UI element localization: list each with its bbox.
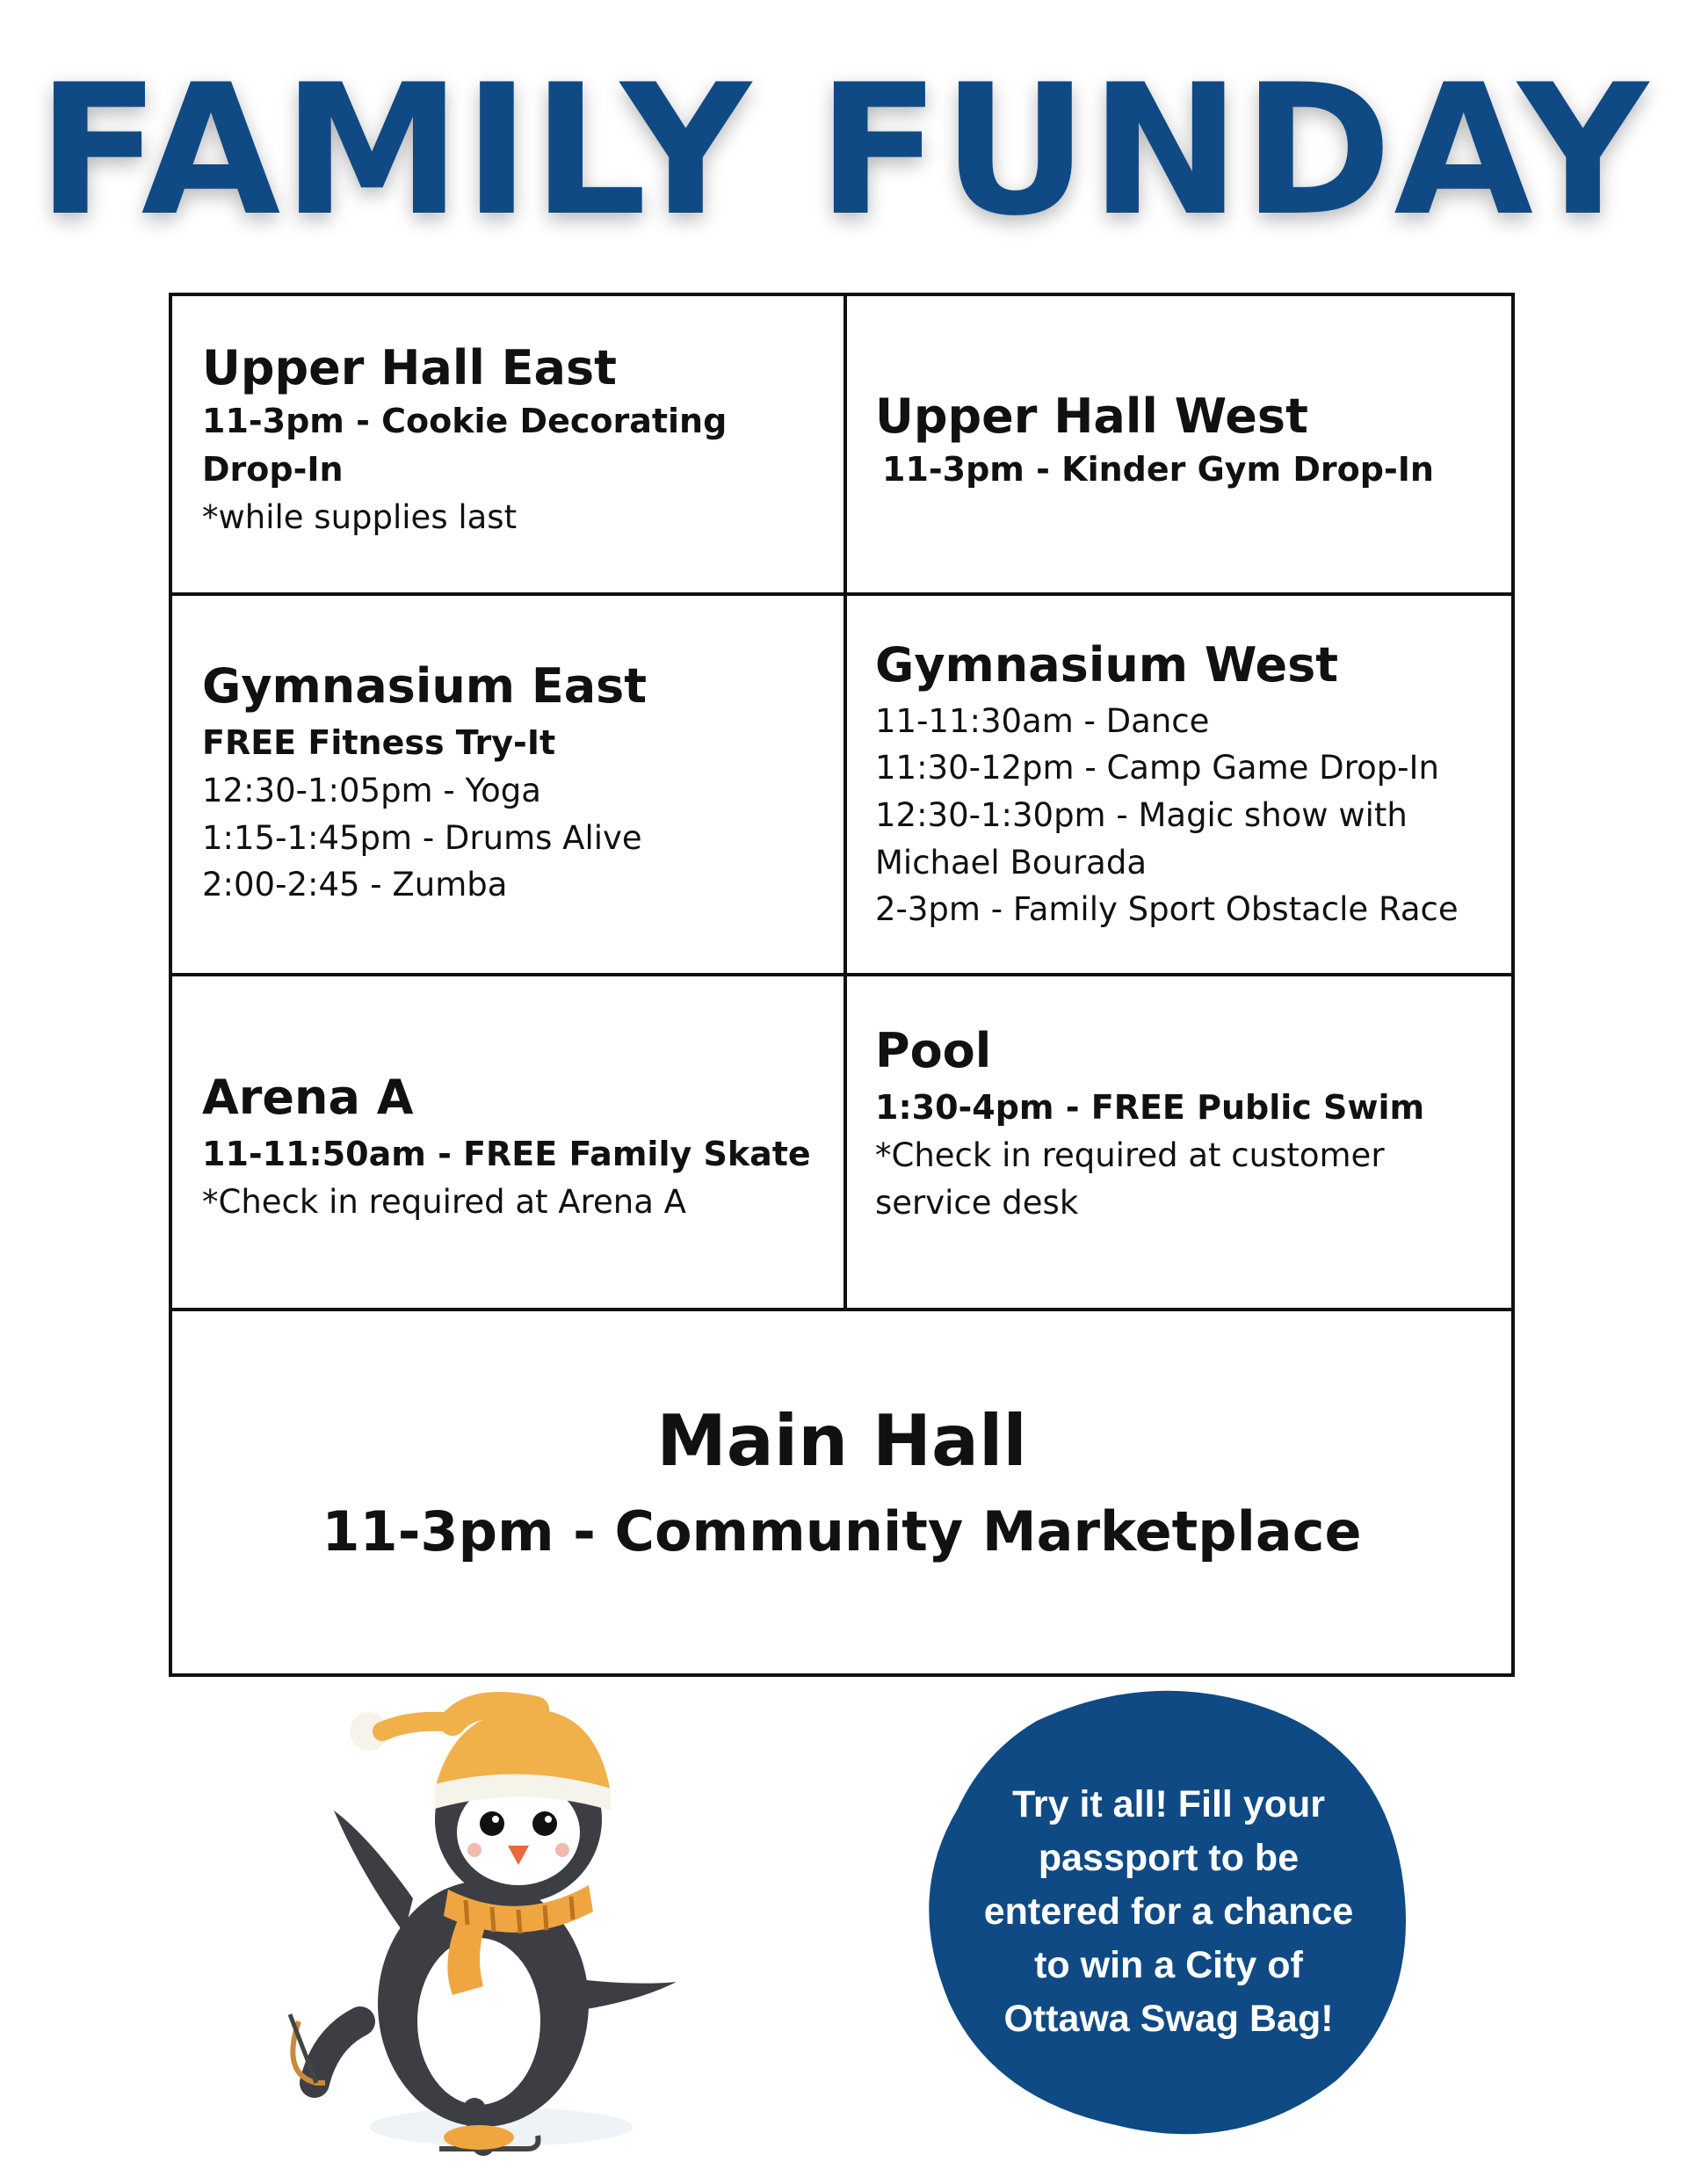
schedule-line: 11:30-12pm - Camp Game Drop-In	[875, 749, 1439, 787]
cell-heading: Main Hall	[656, 1400, 1027, 1482]
cell-subheading: Drop-In	[202, 449, 344, 489]
cell-note: *Check in required at Arena A	[202, 1182, 686, 1221]
callout-line: entered for a chance	[983, 1890, 1354, 1933]
cell-upper-hall-west	[875, 388, 1508, 494]
cell-subheading: 11-3pm - Community Marketplace	[322, 1499, 1362, 1564]
skating-penguin-icon	[264, 1670, 756, 2162]
schedule-line: Michael Bourada	[875, 843, 1147, 882]
cell-heading: Gymnasium West	[875, 637, 1339, 693]
schedule-line: 12:30-1:30pm - Magic show with	[875, 796, 1408, 835]
callout-line: passport to be	[1038, 1837, 1300, 1879]
cell-heading: Gymnasium East	[202, 658, 648, 714]
cell-subheading: FREE Fitness Try-It	[202, 722, 556, 762]
cell-note: *while supplies last	[202, 497, 518, 536]
cell-heading: Pool	[875, 1023, 992, 1078]
grid-divider-row-3	[172, 1308, 1511, 1311]
grid-divider-vertical	[844, 296, 847, 1311]
schedule-line: 1:15-1:45pm - Drums Alive	[202, 818, 642, 857]
cell-subheading: 11-3pm - Cookie Decorating	[202, 401, 728, 440]
schedule-line: 2-3pm - Family Sport Obstacle Race	[875, 890, 1459, 929]
callout-line: Try it all! Fill your	[1011, 1783, 1325, 1825]
cell-heading: Upper Hall East	[202, 340, 617, 395]
cell-subheading: 11-11:50am - FREE Family Skate	[202, 1134, 811, 1173]
grid-divider-row-2	[172, 973, 1511, 976]
cell-subheading: 1:30-4pm - FREE Public Swim	[875, 1087, 1425, 1127]
cell-note: *Check in required at customer	[875, 1136, 1385, 1174]
grid-divider-row-1	[172, 592, 1511, 596]
cell-subheading: 11-3pm - Kinder Gym Drop-In	[882, 449, 1434, 489]
cell-arena-a	[202, 1070, 835, 1226]
passport-callout	[923, 1686, 1415, 2143]
cell-heading: Upper Hall West	[875, 388, 1308, 444]
cell-heading: Arena A	[202, 1070, 414, 1125]
cell-note: service desk	[875, 1183, 1079, 1222]
page-title: FAMILY FUNDAY	[37, 47, 1650, 256]
cell-upper-hall-east	[202, 340, 835, 541]
schedule-line: 12:30-1:05pm - Yoga	[202, 771, 541, 809]
schedule-grid	[169, 293, 1515, 1677]
schedule-line: 11-11:30am - Dance	[875, 701, 1210, 740]
callout-line: Ottawa Swag Bag!	[1003, 1998, 1334, 2040]
cell-gymnasium-west	[875, 637, 1517, 933]
cell-gymnasium-east	[202, 658, 835, 909]
cell-pool	[875, 1023, 1508, 1226]
cell-main-hall	[172, 1399, 1511, 1571]
callout-line: to win a City of	[1034, 1944, 1303, 1986]
schedule-line: 2:00-2:45 - Zumba	[202, 866, 508, 904]
